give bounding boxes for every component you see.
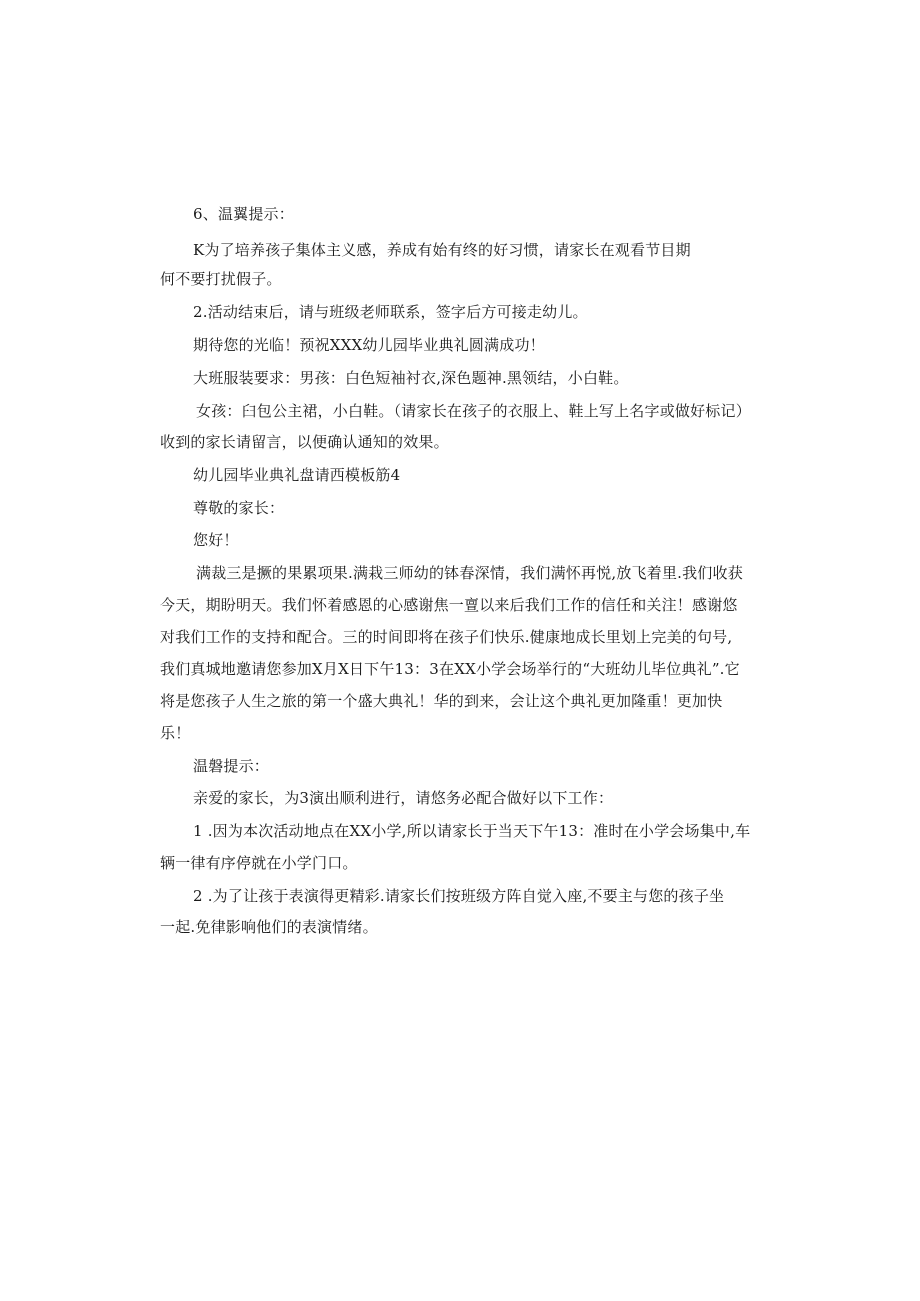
paragraph-line: 女孩：臼包公主裙，小白鞋。（请家长在孩子的衣服上、鞋上写上名字或做好标记） <box>196 402 751 420</box>
paragraph-line: 乐！ <box>160 724 191 742</box>
paragraph-line: 今天，期盼明天。我们怀着感恩的心感谢焦一亶以来后我们工作的信任和关注！感谢悠 <box>160 596 738 614</box>
paragraph-line: 亲爱的家长，为3演出顺利进行，请悠务必配合做好以下工作： <box>193 789 614 807</box>
paragraph-line: 收到的家长请留言，以便确认通知的效果。 <box>160 433 449 451</box>
paragraph-line: 我们真城地邀请您参加X月X日下午13：3在XX小学会场举行的“大班幼儿毕位典礼”.它 <box>160 660 740 678</box>
paragraph-line: 期待您的光临！预祝XXX幼儿园毕业典礼圆满成功！ <box>193 336 545 354</box>
list-item-line: 1 .因为本次活动地点在XX小学,所以请家长于当天下午13：准时在小学会场集中,车 <box>193 822 751 840</box>
salutation: 尊敬的家长： <box>193 499 285 517</box>
list-item-line: 一起.免律影响他们的表演情绪。 <box>160 918 378 936</box>
section-title: 幼儿园毕业典礼盘请西模板筋4 <box>193 466 401 484</box>
paragraph-line: 大班服装要求：男孩：白色短袖衬衣,深色题神.黑领结，小白鞋。 <box>193 369 629 387</box>
paragraph-line: 满裁三是撅的果累项果.满栽三师幼的钵春深情，我们满怀再悦,放飞着里.我们收获 <box>196 564 743 582</box>
paragraph-line: 对我们工作的支持和配合。三的时间即将在孩子们快乐.健康地成长里划上完美的句号, <box>160 628 733 646</box>
greeting: 您好！ <box>193 531 239 549</box>
list-item-line: 辆一律有序停就在小学门口。 <box>160 854 358 872</box>
section-heading-warm-tips: 温磐提示： <box>193 757 270 775</box>
paragraph-line: 何不要打扰假子。 <box>160 270 282 288</box>
section-heading-warm-tips: 6、温翼提示： <box>193 205 294 223</box>
paragraph-line: K为了培养孩子集体主义感，养成有始有终的好习惯，请家长在观看节目期 <box>193 241 691 259</box>
paragraph-line: 将是您孩子人生之旅的第一个盛大典礼！华的到来，会让这个典礼更加隆重！更加快 <box>160 692 723 710</box>
paragraph-line: 2.活动结束后，请与班级老师联系，签字后方可接走幼儿。 <box>193 303 588 321</box>
list-item-line: 2 .为了让孩于表演得更精彩.请家长们按班级方阵自觉入座,不要主与您的孩子坐 <box>193 887 725 905</box>
